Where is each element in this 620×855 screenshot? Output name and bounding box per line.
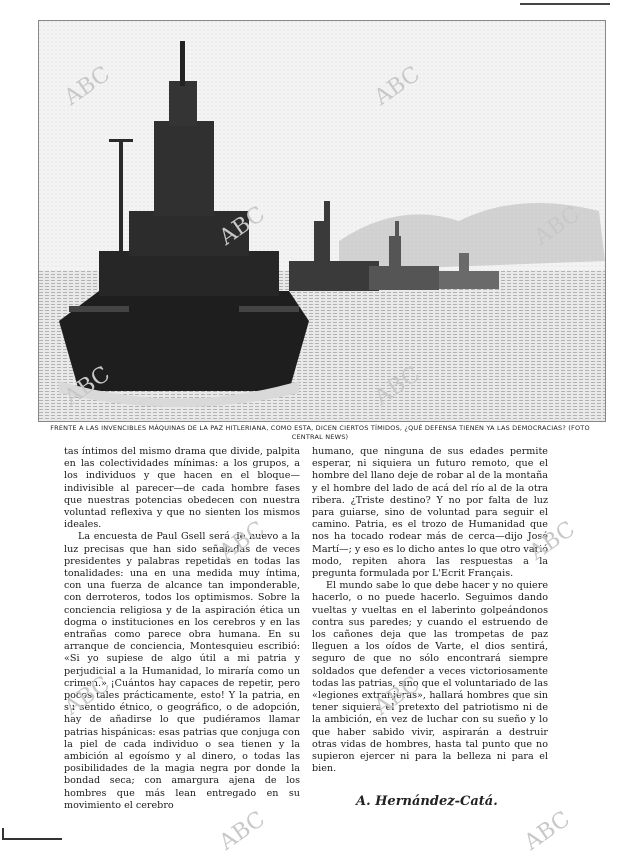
article-paragraph: El mundo sabe lo que debe hacer y no quiere hacerlo, o no puede hacerlo. Seguimos dando vueltas y vueltas en el laberinto golpeándonos contra sus paredes; y cuando el estruendo de los cañones deja que las trompetas de paz lleguen a los oídos de Varte, el dios sentirá, seguro de que no sólo encontrará siempre soldados que defender a veces victoriosamente todas las patrias, sino que el voluntariado de las «legiones extranjeras», hallará hombres que sin tener siquiera el pretexto del patriotismo ni de la ambición, en vez de luchar con su sueño y lo que haber sabido vivir, aspirarán a destruir otras vidas de hombres, hasta tal punto que no supieron ejercer ni para la belleza ni para el bien. bbox=[312, 580, 548, 775]
article-paragraph: humano, que ninguna de sus edades permite esperar, ni siquiera un futuro remoto, que el hombre del llano deje de robar al de la montaña y el hombre del lado de acá del río al de la otra ribera. ¿Triste destino? Y no por falta de luz para guiarse, sino de voluntad para seguir el camino. Patria, es el trozo de Humanidad que nos ha tocado rodear más de cerca—dijo José Martí—; y eso es lo dicho antes lo que otro varió modo, repiten ahora las respuestas a la pregunta formulada por L'Ecrit Français. bbox=[312, 446, 548, 580]
abc-watermark: ABC bbox=[215, 516, 270, 566]
abc-watermark: ABC bbox=[520, 806, 575, 855]
page-rule bbox=[520, 3, 610, 5]
abc-watermark: ABC bbox=[215, 201, 270, 251]
article-paragraph: tas íntimos del mismo drama que divide, palpita en las colectividades mínimas: a los grupos, a los individuos y que hacen en el bloque—indivisible al parecer—de cada hombre fases que nuestras potencias obedecen con nuestra voluntad reflexiva y que no sienten los mismos ideales. bbox=[64, 446, 300, 531]
photo-caption: FRENTE A LAS INVENCIBLES MÁQUINAS DE LA PAZ HITLERIANA, COMO ESTA, DICEN CIERTOS TÍMIDOS, ¿QUÉ DEFENSA TIENEN YA LAS DEMOCRACIAS? (FOTO CENTRAL NEWS) bbox=[50, 424, 590, 441]
abc-watermark: ABC bbox=[370, 61, 425, 111]
abc-watermark: ABC bbox=[60, 61, 115, 111]
article-column-left bbox=[64, 446, 300, 812]
abc-watermark: ABC bbox=[60, 671, 115, 721]
abc-watermark: ABC bbox=[215, 806, 270, 855]
abc-watermark: ABC bbox=[370, 361, 425, 411]
abc-watermark: ABC bbox=[60, 361, 115, 411]
article-paragraph: La encuesta de Paul Gsell será de nuevo a la luz precisas que han sido señaladas de veces presidentes y palabras repetidas en todas las tonalidades: una en una medida muy íntima, con una fuerza de alcance tan imponderable, con derroteros, todos los optimismos. Sobre la conciencia religiosa y de la aspiración ética un dogma o instituciones en los cerebros y en las entrañas como parece obra humana. En su arranque de conciencia, Montesquieu escribió: «Si yo supiese de algo útil a mi patria y perjudicial a la Humanidad, lo miraría como un crimen.» ¡Cuántos hay capaces de repetir, pero pocos tales prácticamente, esto! Y la patria, en su sentido étnico, o geográfico, o de adopción, hay de añadirse lo que pudiéramos llamar patrias hispánicas: esas patrias que conjuga con la piel de cada individuo o sea tienen y la ambición al egoísmo y al dinero, o todas las posibilidades de la magia negra por donde la bondad seca; con amargura ajena de los hombres que más lean entregado en su movimiento el cerebro bbox=[64, 531, 300, 811]
warship-illustration bbox=[39, 21, 605, 421]
corner-mark bbox=[2, 828, 62, 840]
author-signature: A. Hernández-Catá. bbox=[356, 794, 498, 809]
abc-watermark: ABC bbox=[370, 671, 425, 721]
warship-photo bbox=[38, 20, 606, 422]
abc-watermark: ABC bbox=[525, 516, 580, 566]
abc-watermark: ABC bbox=[530, 201, 585, 251]
article-column-right bbox=[312, 446, 548, 775]
